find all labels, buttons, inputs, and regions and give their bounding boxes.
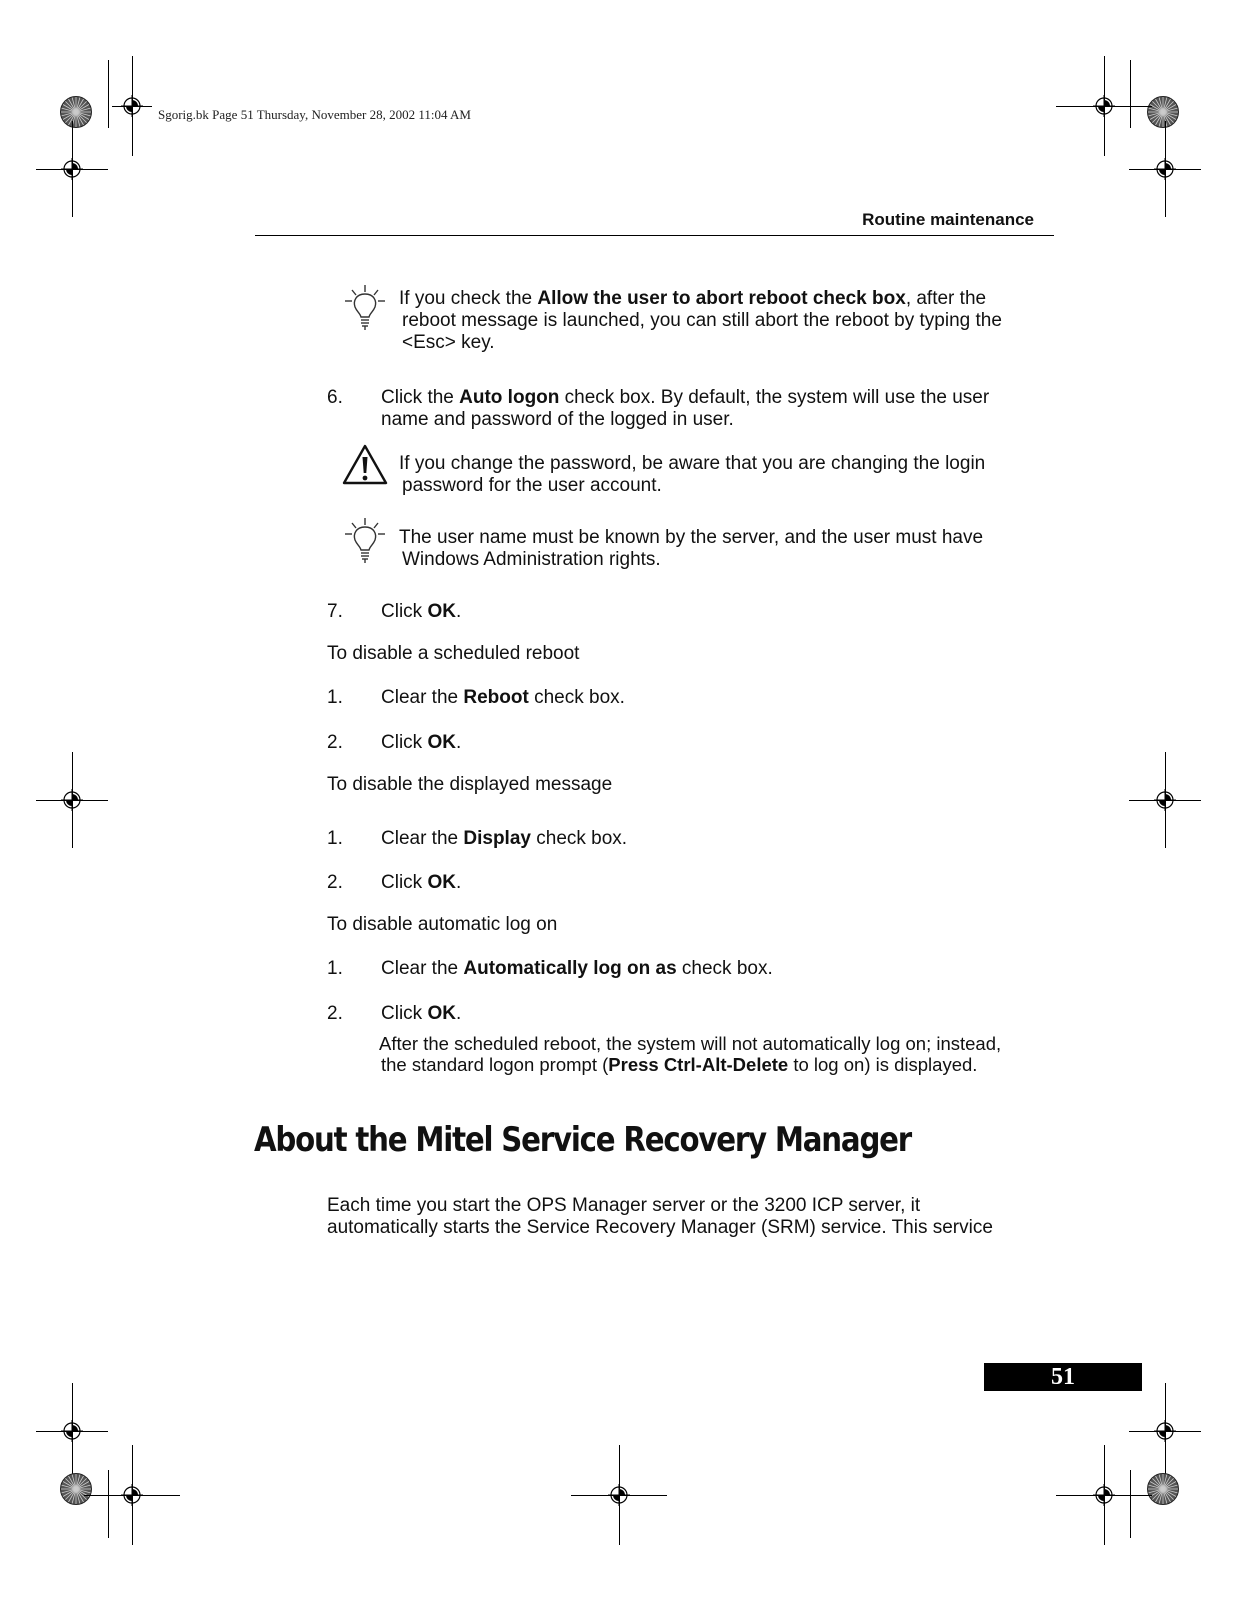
color-bar-star-icon — [1146, 1472, 1180, 1506]
procedure-heading-disable-logon: To disable automatic log on — [327, 914, 558, 935]
registration-target-icon — [61, 158, 83, 180]
running-head: Routine maintenance — [862, 210, 1034, 229]
color-bar-star-icon — [59, 95, 93, 129]
registration-target-icon — [1154, 789, 1176, 811]
registration-target-icon — [608, 1484, 630, 1506]
step-number: 1. — [327, 687, 343, 708]
registration-target-icon — [1093, 95, 1115, 117]
warning-triangle-icon — [341, 443, 389, 492]
color-bar-star-icon — [59, 1472, 93, 1506]
crop-mark-line — [1130, 60, 1131, 128]
registration-target-icon — [1154, 1420, 1176, 1442]
slug-line: Sgorig.bk Page 51 Thursday, November 28, 2002 11:04 AM — [158, 107, 471, 122]
registration-target-icon — [61, 789, 83, 811]
registration-target-icon — [1154, 158, 1176, 180]
step-number: 1. — [327, 828, 343, 849]
step-clear-auto-logon: Clear the Automatically log on as check box. — [381, 958, 773, 979]
step-number: 2. — [327, 1003, 343, 1024]
lightbulb-icon — [341, 283, 389, 338]
crop-mark-line — [1130, 1470, 1131, 1538]
registration-target-icon — [121, 1484, 143, 1506]
result-note-logon-prompt: After the scheduled reboot, the system will not automatically log on; instead, the standard logon prompt (Press Ctrl-Alt-Delete to log on) is displayed. — [379, 1033, 1002, 1075]
color-bar-star-icon — [1146, 95, 1180, 129]
step-number: 2. — [327, 872, 343, 893]
crop-mark-line — [108, 60, 109, 128]
section-heading: About the Mitel Service Recovery Manager — [254, 1120, 912, 1160]
registration-target-icon — [121, 95, 143, 117]
tip-note-user-rights: The user name must be known by the server, and the user must have Windows Administration rights. — [399, 527, 984, 570]
lightbulb-icon — [341, 516, 389, 571]
crop-mark-line — [108, 1470, 109, 1538]
step-click-ok: Click OK. — [381, 1003, 462, 1024]
step-number: 7. — [327, 601, 343, 622]
header-rule — [255, 235, 1054, 236]
procedure-heading-disable-message: To disable the displayed message — [327, 774, 613, 795]
page-number-box — [984, 1363, 1142, 1391]
step-number: 2. — [327, 732, 343, 753]
registration-target-icon — [1093, 1484, 1115, 1506]
procedure-heading-disable-reboot: To disable a scheduled reboot — [327, 643, 580, 664]
registration-target-icon — [61, 1420, 83, 1442]
step-number: 6. — [327, 387, 343, 408]
step-number: 1. — [327, 958, 343, 979]
section-body-paragraph: Each time you start the OPS Manager server or the 3200 ICP server, it automatically starts the Service Recovery Manager (SRM) service. This service — [327, 1195, 993, 1238]
step-clear-reboot: Clear the Reboot check box. — [381, 687, 625, 708]
step-click-ok: Click OK. — [381, 872, 462, 893]
tip-note-abort-reboot: If you check the Allow the user to abort reboot check box, after the reboot message is launched, you can still abort the reboot by typing the <Esc> key. — [399, 288, 1002, 353]
step-clear-display: Clear the Display check box. — [381, 828, 628, 849]
warning-note-password: If you change the password, be aware that you are changing the login password for the user account. — [399, 453, 986, 496]
step-click-ok: Click OK. — [381, 732, 462, 753]
step-click-ok: Click OK. — [381, 601, 462, 622]
page-number: 51 — [1051, 1364, 1075, 1390]
step-auto-logon: Click the Auto logon check box. By default, the system will use the user name and password of the logged in user. — [381, 387, 990, 430]
